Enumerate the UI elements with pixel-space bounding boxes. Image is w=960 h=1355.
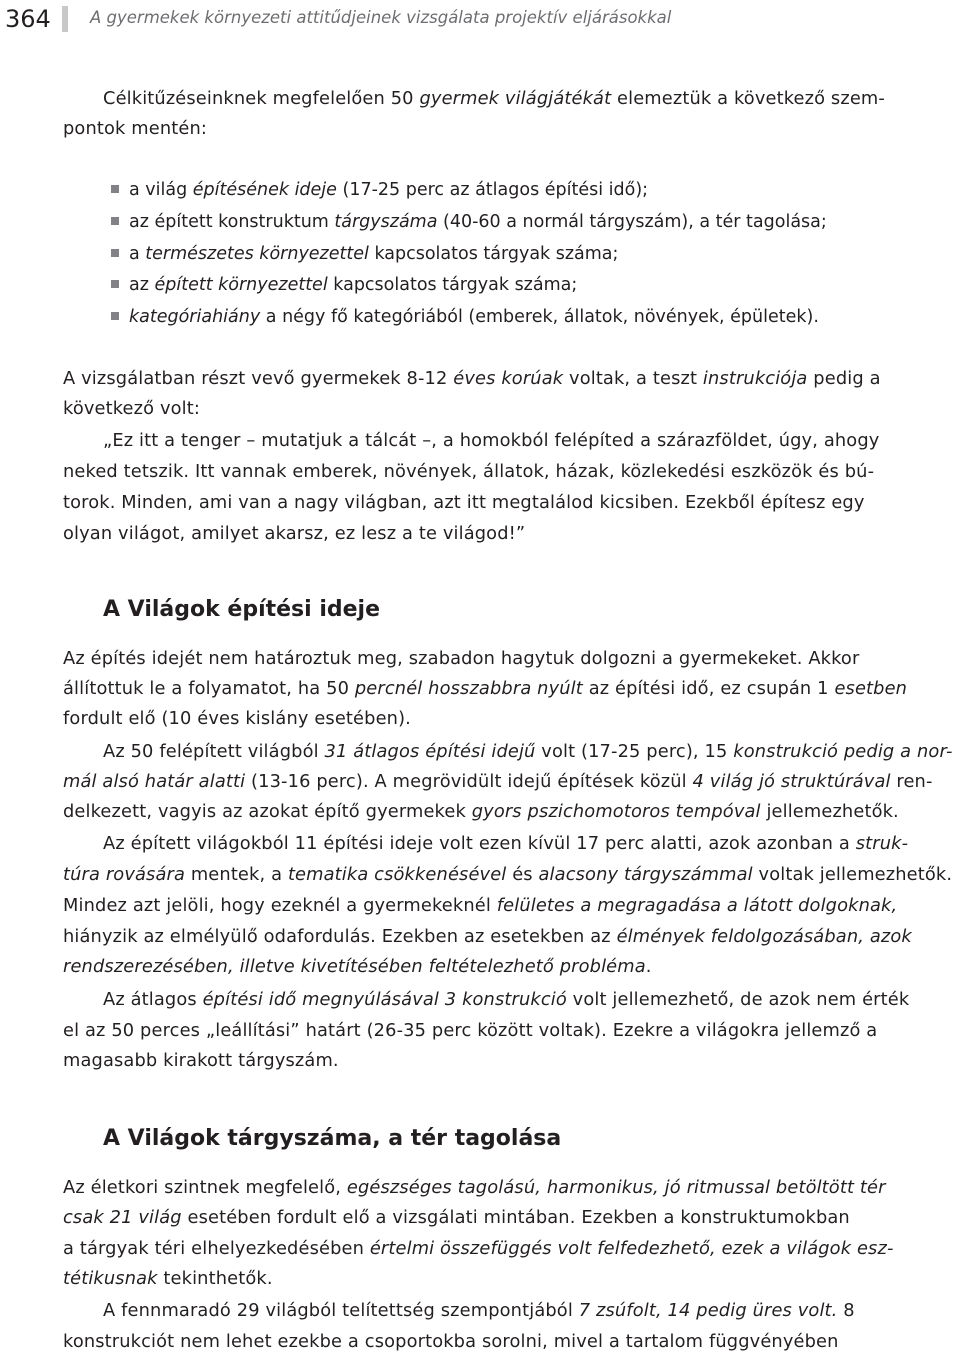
text-run: Az épített világokból 11 építési ideje volt ezen kívül 17 perc alatti, azok azonban a bbox=[103, 833, 856, 854]
text-run-italic: gyermek világjátékát bbox=[419, 88, 612, 109]
text-run-italic: 7 zsúfolt, 14 pedig üres volt. bbox=[578, 1300, 838, 1321]
text-run-italic: 31 átlagos építési idejű bbox=[324, 741, 536, 762]
text-run-italic: egészséges tagolású, harmonikus, jó ritmussal betöltött tér bbox=[346, 1177, 886, 1198]
body-line: Az építés idejét nem határoztuk meg, szabadon hagytuk dolgozni a gyermekeket. Akkor bbox=[63, 648, 860, 669]
header-divider bbox=[62, 6, 68, 32]
text-run-italic: értelmi összefüggés volt felfedezhető, ezek a világok esz- bbox=[369, 1238, 894, 1259]
section-heading: A Világok építési ideje bbox=[103, 597, 381, 622]
text-run-italic: mál alsó határ alatti bbox=[63, 771, 246, 792]
text-run-italic: instrukciója bbox=[702, 368, 808, 389]
text-run: volt jellemezhető, de azok nem érték bbox=[566, 989, 910, 1010]
body-line: magasabb kirakott tárgyszám. bbox=[63, 1050, 339, 1071]
bullet-square-icon bbox=[111, 217, 119, 225]
text-run: a bbox=[129, 244, 146, 264]
body-line bbox=[63, 678, 907, 700]
text-run: A vizsgálatban részt vevő gyermekek 8-12 bbox=[63, 368, 454, 389]
text-run: tekinthetők. bbox=[157, 1268, 273, 1289]
intro-line bbox=[103, 88, 885, 110]
text-run: Az átlagos bbox=[103, 989, 203, 1010]
body-line bbox=[63, 895, 897, 917]
text-run: az épített konstruktum bbox=[129, 212, 335, 232]
body-line: el az 50 perces „leállítási” határt (26-35 perc között voltak). Ezekre a világokra jellemző a bbox=[63, 1020, 878, 1041]
text-run-italic: alacsony tárgyszámmal bbox=[538, 864, 753, 885]
text-run: kapcsolatos tárgyak száma; bbox=[327, 275, 578, 295]
text-run: (17-25 perc az átlagos építési idő); bbox=[336, 180, 649, 200]
list-item bbox=[111, 306, 819, 328]
text-run-italic: tétikusnak bbox=[63, 1268, 158, 1289]
text-run-italic: építési idő megnyúlásával 3 konstrukció bbox=[202, 989, 567, 1010]
body-line bbox=[63, 1207, 850, 1229]
text-run: az építési idő, ez csupán 1 bbox=[582, 678, 835, 699]
text-run-italic: esetben bbox=[834, 678, 908, 699]
text-run: az bbox=[129, 275, 155, 295]
body-line bbox=[63, 926, 912, 948]
text-run-italic: csak 21 világ bbox=[63, 1207, 182, 1228]
text-run: állítottuk le a folyamatot, ha 50 bbox=[63, 678, 355, 699]
text-run-italic: rendszerezésében, illetve kivetítésében feltételezhető probléma bbox=[63, 956, 646, 977]
text-run-italic: építésének ideje bbox=[192, 180, 337, 200]
text-run: mentek, a bbox=[185, 864, 288, 885]
list-item bbox=[111, 179, 648, 201]
text-run-italic: túra rovására bbox=[63, 864, 186, 885]
text-run-italic: élmények feldolgozásában, azok bbox=[616, 926, 912, 947]
text-run-italic: felületes a megragadása a látott dolgoknak, bbox=[496, 895, 898, 916]
body-line bbox=[103, 1300, 855, 1322]
text-run: a négy fő kategóriából (emberek, állatok, növények, épületek). bbox=[260, 307, 819, 327]
text-run: elemeztük a következő szem- bbox=[611, 88, 885, 109]
text-run-italic: tárgyszáma bbox=[334, 212, 438, 232]
text-run-italic: gyors pszichomotoros tempóval bbox=[471, 801, 761, 822]
text-run: (40-60 a normál tárgyszám), a tér tagolása; bbox=[437, 212, 827, 232]
body-line bbox=[63, 801, 899, 823]
text-run: 8 bbox=[837, 1300, 855, 1321]
text-run: a világ bbox=[129, 180, 193, 200]
text-run: pedig a bbox=[807, 368, 881, 389]
text-run: Célkitűzéseinknek megfelelően 50 bbox=[103, 88, 420, 109]
bullet-square-icon bbox=[111, 312, 119, 320]
bullet-square-icon bbox=[111, 280, 119, 288]
body-line bbox=[103, 741, 953, 763]
running-head: A gyermekek környezeti attitűdjeinek vizsgálata projektív eljárásokkal bbox=[90, 8, 672, 27]
body-line bbox=[63, 771, 933, 793]
body-line bbox=[63, 368, 881, 390]
text-run-italic: természetes környezettel bbox=[145, 244, 369, 264]
list-item bbox=[111, 274, 577, 296]
body-line: következő volt: bbox=[63, 398, 200, 419]
text-run: kapcsolatos tárgyak száma; bbox=[368, 244, 619, 264]
page-header bbox=[0, 0, 960, 40]
text-run-italic: tematika csökkenésével bbox=[287, 864, 507, 885]
text-run: és bbox=[506, 864, 539, 885]
text-run: voltak jellemezhetők. bbox=[752, 864, 953, 885]
body-line bbox=[63, 864, 952, 886]
text-run: A fennmaradó 29 világból telítettség szempontjából bbox=[103, 1300, 579, 1321]
bullet-square-icon bbox=[111, 185, 119, 193]
body-line: konstrukciót nem lehet ezekbe a csoportokba sorolni, mivel a tartalom függvényében bbox=[63, 1331, 839, 1352]
body-line bbox=[63, 1177, 886, 1199]
text-run: Az 50 felépített világból bbox=[103, 741, 325, 762]
text-run: voltak, a teszt bbox=[563, 368, 703, 389]
body-line bbox=[103, 833, 908, 855]
text-run: . bbox=[645, 956, 652, 977]
body-line bbox=[63, 1238, 894, 1260]
quote-line: olyan világot, amilyet akarsz, ez lesz a te világod!” bbox=[63, 523, 526, 544]
text-run: volt (17-25 perc), 15 bbox=[535, 741, 734, 762]
text-run: Mindez azt jelöli, hogy ezeknél a gyermekeknél bbox=[63, 895, 497, 916]
page-number: 364 bbox=[5, 5, 51, 33]
body-line bbox=[63, 956, 652, 978]
text-run: (13-16 perc). A megrövidült idejű építések közül bbox=[245, 771, 693, 792]
list-item bbox=[111, 243, 618, 265]
text-run-italic: épített környezettel bbox=[154, 275, 328, 295]
text-run: delkezett, vagyis az azokat építő gyermekek bbox=[63, 801, 472, 822]
text-run: a tárgyak téri elhelyezkedésében bbox=[63, 1238, 370, 1259]
quote-line: neked tetszik. Itt vannak emberek, növények, állatok, házak, közlekedési eszközök és bú- bbox=[63, 461, 875, 482]
text-run-italic: konstrukció pedig a nor- bbox=[733, 741, 953, 762]
text-run: Az életkori szintnek megfelelő, bbox=[63, 1177, 347, 1198]
text-run: jellemezhetők. bbox=[760, 801, 899, 822]
text-run: esetében fordult elő a vizsgálati mintában. Ezekben a konstruktumokban bbox=[181, 1207, 850, 1228]
text-run: hiányzik az elmélyülő odafordulás. Ezekben az esetekben az bbox=[63, 926, 617, 947]
list-item bbox=[111, 211, 827, 233]
quote-line: torok. Minden, ami van a nagy világban, azt itt megtalálod kicsiben. Ezekből építesz egy bbox=[63, 492, 865, 513]
body-line: fordult elő (10 éves kislány esetében). bbox=[63, 708, 411, 729]
text-run-italic: kategóriahiány bbox=[129, 307, 261, 327]
intro-line: pontok mentén: bbox=[63, 118, 208, 139]
text-run-italic: percnél hosszabbra nyúlt bbox=[354, 678, 583, 699]
text-run: ren- bbox=[890, 771, 933, 792]
quote-line: „Ez itt a tenger – mutatjuk a tálcát –, a homokból felépíted a szárazföldet, úgy, ahogy bbox=[103, 430, 880, 451]
text-run-italic: struk- bbox=[855, 833, 909, 854]
section-heading: A Világok tárgyszáma, a tér tagolása bbox=[103, 1126, 562, 1151]
text-run-italic: éves korúak bbox=[453, 368, 564, 389]
bullet-square-icon bbox=[111, 249, 119, 257]
body-line bbox=[63, 1268, 273, 1290]
body-line bbox=[103, 989, 909, 1011]
text-run-italic: 4 világ jó struktúrával bbox=[692, 771, 891, 792]
